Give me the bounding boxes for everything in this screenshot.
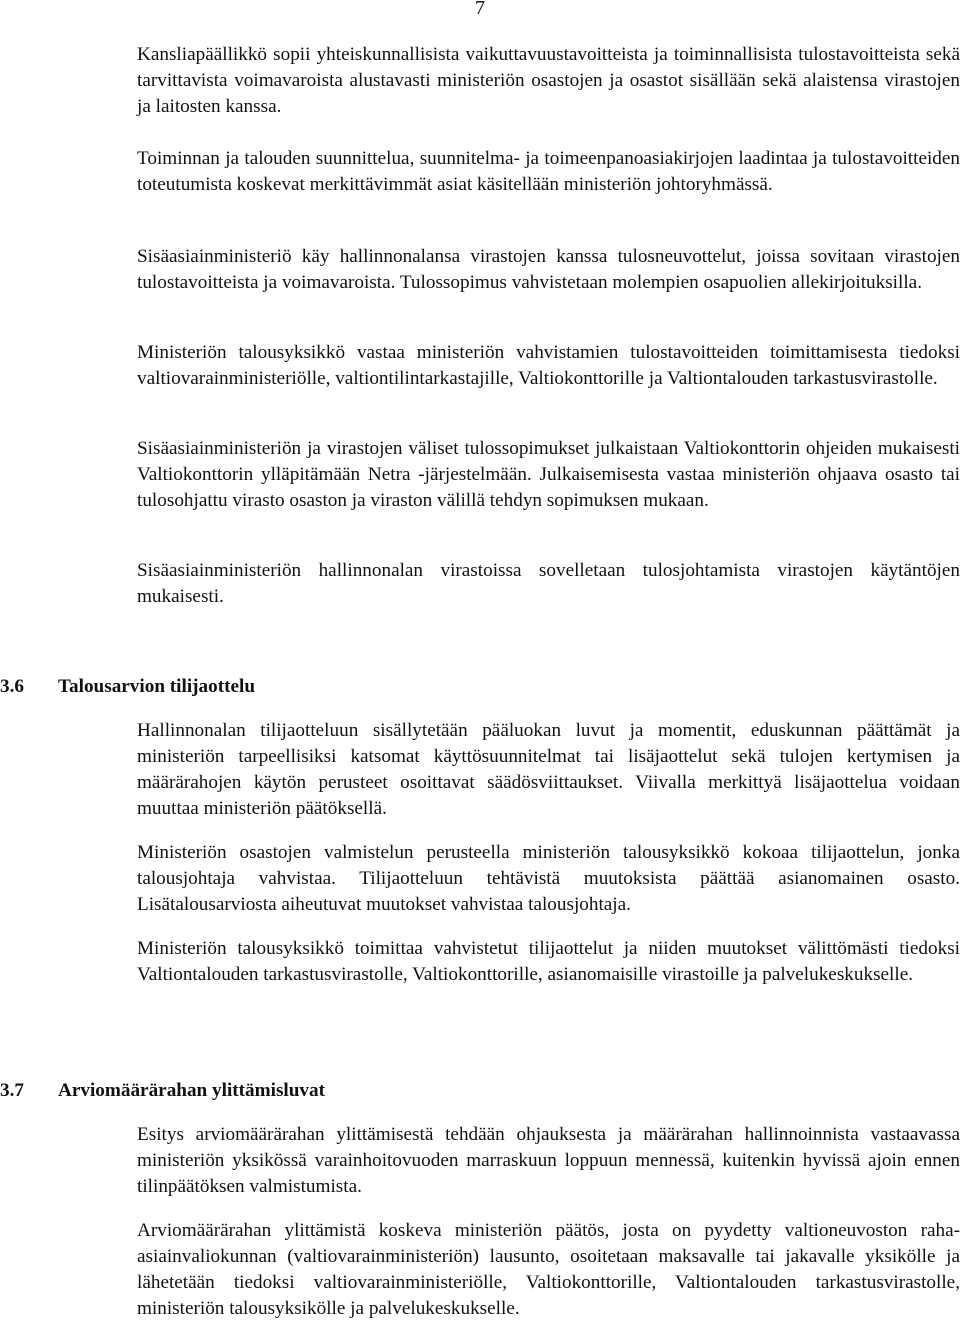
paragraph-3-7-2: Arviomäärärahan ylittämistä koskeva ministeriön päätös, josta on pyydetty valtioneuvoston raha-asiainvaliokunnan (valtiovarainministeriön) lausunto, osoitetaan maksavalle tai jakavalle yksikölle ja lähetetään tiedoksi valtiovarainministeriölle, Valtiokonttorille, Valtiontalouden tarkastusvirastolle, ministeriön talousyksikölle ja palvelukeskukselle. — [137, 1220, 960, 1319]
paragraph-3-6-3: Ministeriön talousyksikkö toimittaa vahvistetut tilijaottelut ja niiden muutokset välittömästi tiedoksi Valtiontalouden tarkastusvirastolle, Valtiokonttorille, asianomaisille virastoille ja palvelukeskukselle. — [137, 938, 960, 985]
paragraph-3-6-1: Hallinnonalan tilijaotteluun sisällytetään pääluokan luvut ja momentit, eduskunnan päättämät ja ministeriön tarpeellisiksi katsomat käyttösuunnitelmat tai lisäjaottelut sekä tulojen kertymisen ja määrärahojen käytön perusteet osoittavat säädösviittaukset. Viivalla merkittyä lisäjaottelua voidaan muuttaa ministeriön päätöksellä. — [137, 720, 960, 819]
paragraph-intro-2: Toiminnan ja talouden suunnittelua, suunnitelma- ja toimeenpanoasiakirjojen laadintaa ja tulostavoitteiden toteutumista koskevat merkittävimmät asiat käsitellään ministeriön johtoryhmässä. — [137, 148, 960, 195]
paragraph-intro-5: Sisäasiainministeriön ja virastojen väliset tulossopimukset julkaistaan Valtiokonttorin ohjeiden mukaisesti Valtiokonttorin ylläpitämään Netra -järjestelmään. Julkaisemisesta vastaa ministeriön ohjaava osasto tai tulosohjattu virasto osaston ja viraston välillä tehdyn sopimuksen mukaan. — [137, 438, 960, 511]
page-number: 7 — [475, 0, 485, 19]
paragraph-3-7-1: Esitys arviomäärärahan ylittämisestä tehdään ohjauksesta ja määrärahan hallinnoinnista vastaavassa ministeriön yksikössä varainhoitovuoden marraskuun loppuun mennessä, kuitenkin hyvissä ajoin ennen tilinpäätöksen valmistumista. — [137, 1124, 960, 1197]
paragraph-intro-4: Ministeriön talousyksikkö vastaa ministeriön vahvistamien tulostavoitteiden toimittamisesta tiedoksi valtiovarainministeriölle, valtiontilintarkastajille, Valtiokonttorille ja Valtiontalouden tarkastusvirastolle. — [137, 342, 960, 389]
paragraph-3-6-2: Ministeriön osastojen valmistelun perusteella ministeriön talousyksikkö kokoaa tilijaottelun, jonka talousjohtaja vahvistaa. Tilijaotteluun tehtävistä muutoksista päättää asianomainen osasto. Lisätalousarviosta aiheutuvat muutokset vahvistaa talousjohtaja. — [137, 842, 960, 915]
section-number: 3.7 — [0, 1080, 24, 1101]
paragraph-intro-1: Kansliapäällikkö sopii yhteiskunnallisista vaikuttavuustavoitteista ja toiminnallisista tulostavoitteista sekä tarvittavista voimavaroista alustavasti ministeriön osastojen ja osastot sisällään sekä alaistensa virastojen ja laitosten kanssa. — [137, 44, 960, 117]
paragraph-intro-6: Sisäasiainministeriön hallinnonalan virastoissa sovelletaan tulosjohtamista virastojen käytäntöjen mukaisesti. — [137, 560, 960, 607]
section-number: 3.6 — [0, 676, 24, 697]
paragraph-intro-3: Sisäasiainministeriö käy hallinnonalansa virastojen kanssa tulosneuvottelut, joissa sovitaan virastojen tulostavoitteista ja voimavaroista. Tulossopimus vahvistetaan molempien osapuolien allekirjoituksilla. — [137, 246, 960, 293]
section-title: Talousarvion tilijaottelu — [58, 676, 256, 697]
section-title: Arviomäärärahan ylittämisluvat — [58, 1080, 326, 1101]
